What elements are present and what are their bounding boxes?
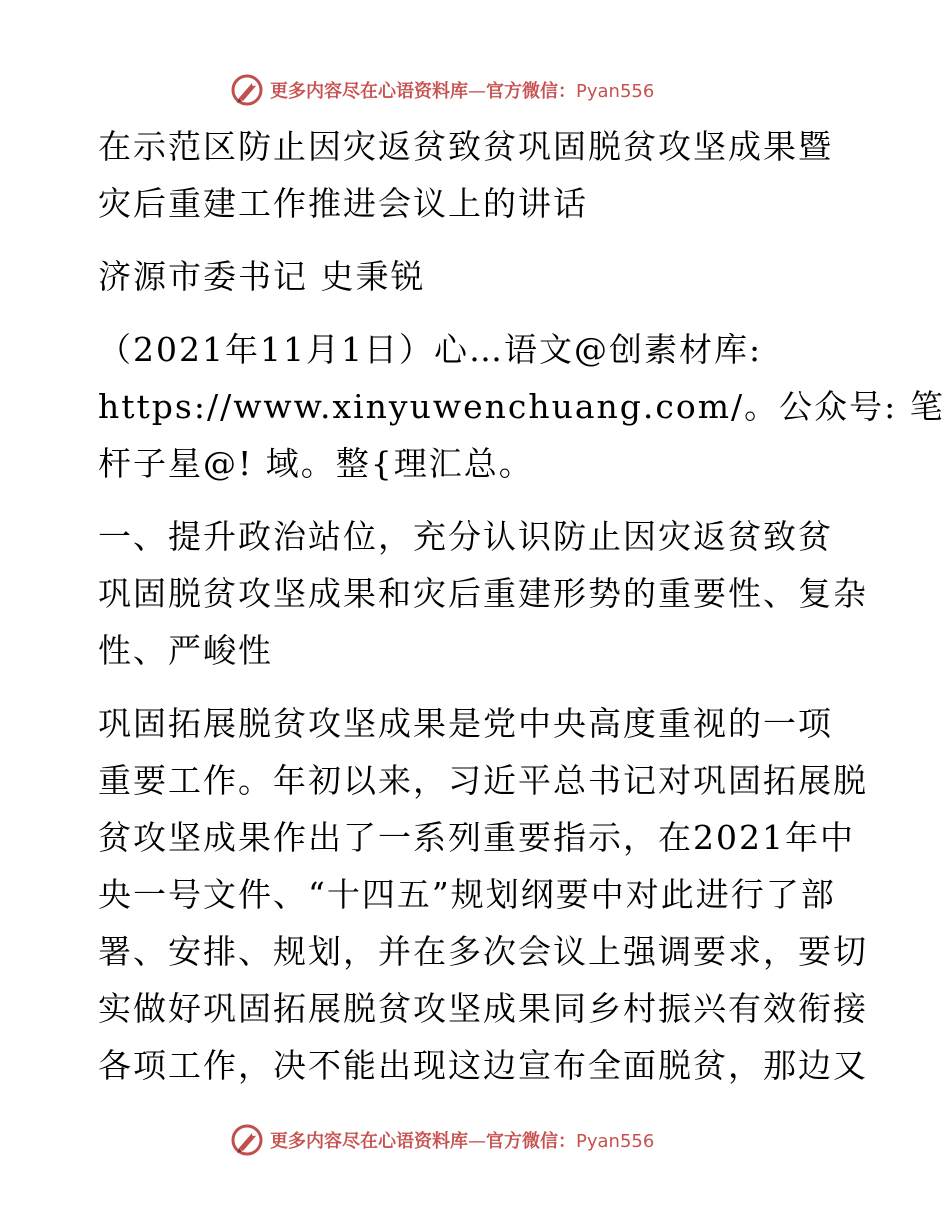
date-line: （2021年11月1日）心…语文@创素材库: xyxy=(98,330,763,369)
banner-main-text: 更多内容尽在心语资料库 xyxy=(270,1131,468,1152)
banner-wechat-label: 官方微信： xyxy=(486,81,576,102)
title-line: 灾后重建工作推进会议上的讲话 xyxy=(98,184,588,223)
document-body xyxy=(98,118,945,1094)
paragraph-line: 各项工作，决不能出现这边宣布全面脱贫，那边又 xyxy=(98,1046,868,1085)
author-line: 济源市委书记 史秉锐 xyxy=(98,257,426,296)
source-url-line: https://www.xinyuwenchuang.com/。公众号: 笔 xyxy=(98,387,945,426)
paragraph-line: 实做好巩固拓展脱贫攻坚成果同乡村振兴有效衔接 xyxy=(98,989,868,1028)
banner-wechat-id: Pyan556 xyxy=(576,81,655,102)
banner-dash: — xyxy=(468,1131,486,1152)
paragraph-line: 贫攻坚成果作出了一系列重要指示，在2021年中 xyxy=(98,818,855,857)
banner-dash: — xyxy=(468,81,486,102)
header-banner xyxy=(230,70,750,110)
paragraph-line: 署、安排、规划，并在多次会议上强调要求，要切 xyxy=(98,932,868,971)
paragraph-line: 央一号文件、“十四五”规划纲要中对此进行了部 xyxy=(98,875,836,914)
source-line: 杆子星@! 域。整{理汇总。 xyxy=(98,444,534,483)
pen-logo-icon xyxy=(230,1123,264,1157)
banner-text xyxy=(270,1127,654,1153)
banner-main-text: 更多内容尽在心语资料库 xyxy=(270,81,468,102)
section-heading-line: 性、严峻性 xyxy=(98,631,273,670)
banner-wechat-label: 官方微信： xyxy=(486,1131,576,1152)
pen-logo-icon xyxy=(230,73,264,107)
section-heading-line: 一、提升政治站位，充分认识防止因灾返贫致贫 xyxy=(98,517,833,556)
title-line: 在示范区防止因灾返贫致贫巩固脱贫攻坚成果暨 xyxy=(98,127,833,166)
section-heading-line: 巩固脱贫攻坚成果和灾后重建形势的重要性、复杂 xyxy=(98,574,868,613)
paragraph-line: 重要工作。年初以来，习近平总书记对巩固拓展脱 xyxy=(98,761,868,800)
banner-wechat-id: Pyan556 xyxy=(576,1131,655,1152)
banner-text xyxy=(270,77,654,103)
paragraph-line: 巩固拓展脱贫攻坚成果是党中央高度重视的一项 xyxy=(98,704,833,743)
footer-banner xyxy=(230,1120,750,1160)
